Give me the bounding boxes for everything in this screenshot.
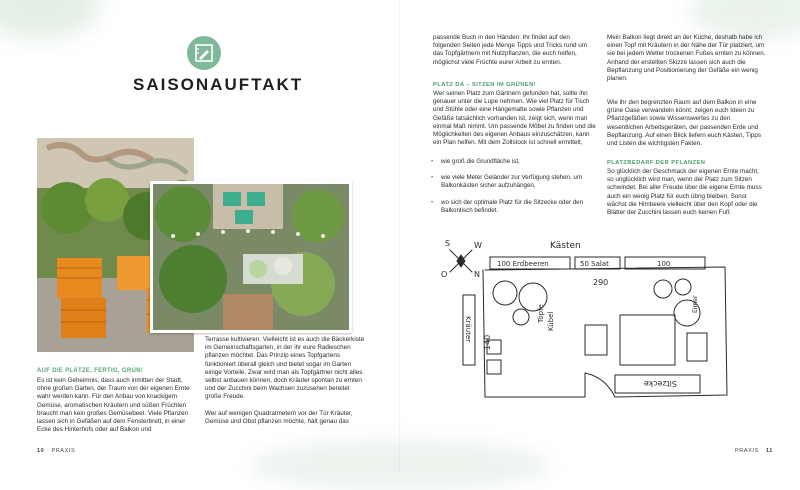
- label-toepfe: Töpfe: [537, 304, 545, 323]
- label-box3: 100: [657, 260, 671, 268]
- compass-w: W: [474, 241, 482, 250]
- badge-circle: [187, 36, 221, 70]
- door-swing: [585, 373, 615, 397]
- balcony-floor-plan-sketch: [425, 225, 760, 430]
- chair: [585, 325, 607, 355]
- compass-n: N: [474, 270, 480, 279]
- section-heading-platzbedarf: PLATZBEDARF DER PFLANZEN: [607, 160, 706, 166]
- label-kraeuter: Kräuter: [464, 316, 472, 343]
- right-col2-intro: Mein Balkon liegt direkt an der Küche, deshalb habe ich einen Topf mit Kräutern in der Nähe der Tür platziert, um sie bei jedem Wetter trockenen Fußes ernten zu können. Anhand der erstellten Skizze lassen sich auch die Bepflanzung und Positionierung der Gefäße ein wenig planen.: [607, 34, 766, 83]
- list-item: • wo sich der optimale Platz für die Sitzecke oder den Balkontisch befindet.: [431, 199, 591, 215]
- label-eimer: Eimer: [692, 295, 699, 313]
- middle-column-text-2: Wer auf wenigen Quadratmetern vor der Tür Kräuter, Gemüse und Obst pflanzen möchte, hält genau das: [205, 410, 353, 426]
- section-heading-left: AUF DIE PLÄTZE, FERTIG, GRÜN!: [37, 368, 144, 374]
- page-label: PRAXIS: [735, 448, 759, 454]
- page-number-left: [37, 448, 75, 454]
- dimension-left: 140: [483, 334, 492, 350]
- compass-o: O: [441, 270, 448, 279]
- label-kuebel: Kübel: [547, 311, 555, 331]
- pot: [493, 281, 517, 305]
- table: [620, 315, 675, 365]
- pencil-ruler-icon: [194, 43, 214, 63]
- page-label: PRAXIS: [51, 448, 76, 454]
- page-number: 11: [765, 448, 773, 454]
- small-crate: [487, 360, 501, 374]
- middle-column-text: Terrasse kultivieren. Vielleicht ist es auch die Bäckerkiste im Gemeinschaftsgarten, in der ihr eure Radieschen pflanzen möchtet. Das Prinzip eines Topfgartens funktioniert überall gleich und bietet sogar im Garten einige Vorteile. Zwar wird man als Topfgärtner nicht alles selbst anbauen können, doch Kräuter spontan zu ernten und der Zucchini beim Wachsen zuzusehen bereitet große Freude.: [205, 336, 365, 401]
- label-sitzecke: Sitzecke: [643, 379, 677, 388]
- section-heading-platz: PLATZ DA – SITZEN IM GRÜNEN!: [433, 82, 536, 88]
- dimension-top: 290: [593, 278, 609, 287]
- compass-s: S: [445, 239, 451, 248]
- photo-balcony-overhead: [150, 181, 352, 333]
- page-title: SAISONAUFTAKT: [133, 75, 304, 94]
- label-salat: 50 Salat: [580, 260, 609, 268]
- label-erdbeeren: 100 Erdbeeren: [497, 260, 549, 268]
- right-col2-body: Wie ihr den begrenzten Raum auf dem Balkon in eine grüne Oase verwandeln könnt, zeigen euch Ideen zu Pflanzgefäßen sowie Wissenswertes zu den wesentlichen Arbeitsgeräten, der passenden Erde und Bepflanzung. Auf einen Blick liefern euch Kästen, Tipps und Listen die wichtigsten Fakten.: [607, 99, 762, 148]
- measure-bullet-list: [431, 158, 591, 223]
- list-item: • wie viele Meter Geländer zur Verfügung stehen, um Balkonkästen sicher aufzuhängen,: [431, 174, 591, 190]
- right-col1-intro: passende Buch in den Händen: Ihr findet auf den folgenden Seiten jede Menge Tipps und Tricks rund um das Topfgärtnern mit Nutzpflanzen, die euch helfen, möglichst viele Früchte eurer Arbeit zu ernten.: [433, 34, 588, 66]
- right-col1-body: Wer seinen Platz zum Gärtnern gefunden hat, sollte ihn genauer unter die Lupe nehmen. Wie viel Platz für Tisch und Stühle oder eine Hängematte sowie Pflanzen und Gefäße tatsächlich vorhanden ist, zeigt sich, wenn man einmal Maß nimmt. Um passende Möbel zu finden und die Möglichkeiten des eigenen Anbaus einzuschätzen, kann ein Plan helfen. Mit dem Zollstock ist schnell ermittelt,: [433, 90, 596, 147]
- label-kaesten: Kästen: [550, 241, 581, 251]
- page-number-right: [735, 448, 773, 454]
- pot: [513, 309, 529, 325]
- pot: [675, 279, 691, 295]
- right-col2-body-2: So glücklich der Geschmack der eigenen Ernte macht, so unglücklich wird man, wenn der Platz zum Sitzen schwindet. Bei aller Freude über die eigene Ernte muss auch ein wenig Platz für euch übrig bleiben. Sonst wächst die Himbeere vielleicht über den Kopf oder die Blätter der Zucchini lassen euch keinen Fuß: [607, 168, 762, 217]
- page-number: 10: [37, 448, 45, 454]
- chair: [687, 333, 707, 361]
- list-item: • wie groß die Grundfläche ist,: [431, 158, 591, 166]
- left-column-text: Es ist kein Geheimnis, dass auch inmitten der Stadt, ohne großen Garten, der Traum von der eigenen Ernte wahr werden kann. Für den Anbau von knackigem Gemüse, aromatischen Kräutern und süßen Früchten braucht man kein großes Gemüsebeet. Viele Pflanzen lassen sich in Gefäßen auf dem Fensterbrett, in einer Ecke des Hinterhofs oder auf Balkon und: [37, 377, 190, 434]
- pot: [654, 280, 672, 298]
- left-page: [0, 0, 400, 470]
